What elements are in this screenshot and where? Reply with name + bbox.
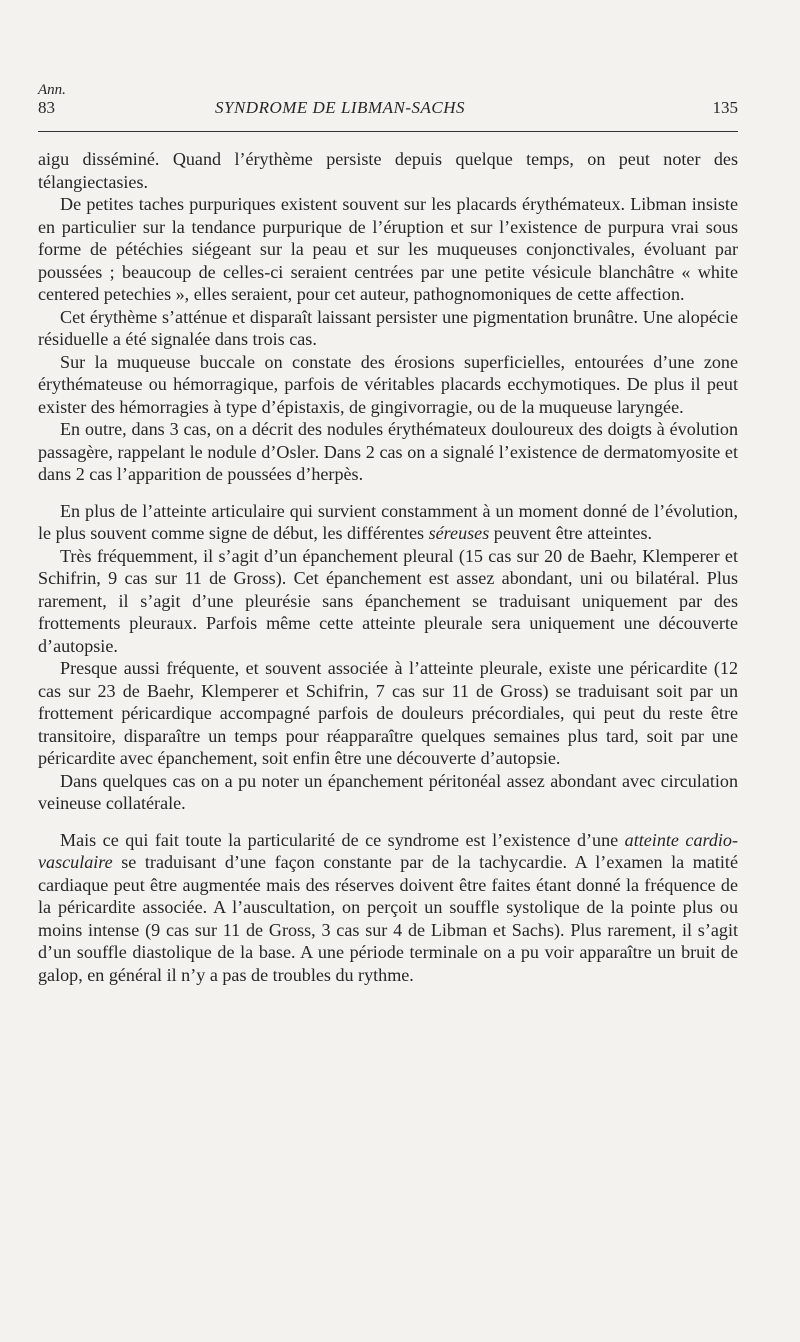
paragraph: De petites taches purpuriques existent souvent sur les placards érythémateux. Libman insiste en particulier sur la tendance purpurique de l’éruption et sur l’existence de purpura vrai sous forme de pétéchies siégeant sur la peau et sur les muqueuses conjonctivales, évoluant par poussées ; beaucoup de celles-ci seraient centrées par une petite vésicule blanchâtre « white centered petechies », elles seraient, pour cet auteur, pathognomoniques de cette affection. (38, 194, 738, 304)
paragraph-text: peuvent être atteintes. (489, 523, 653, 543)
body-text (38, 148, 738, 986)
paragraph-text: se traduisant d’une façon constante par de la tachycardie. A l’examen la matité cardiaque peut être augmentée mais des réserves doivent être faites étant donné la fréquence de la péricardite associée. A l’auscultation, on perçoit un souffle systolique de la pointe plus ou moins intense (9 cas sur 11 de Gross, 3 cas sur 4 de Libman et Sachs). Plus rarement, il s’agit d’un souffle diastolique de la base. A une période terminale on a pu voir apparaître un bruit de galop, en général il n’y a pas de troubles du rythme. (38, 852, 738, 985)
paragraph: Sur la muqueuse buccale on constate des érosions superficielles, entourées d’une zone érythémateuse ou hémorragique, parfois de véritables placards ecchymotiques. De plus il peut exister des hémorragies à type d’épistaxis, de gingivorragie, ou de la muqueuse laryngée. (38, 351, 738, 417)
paragraph: Très fréquemment, il s’agit d’un épanchement pleural (15 cas sur 20 de Baehr, Klemperer et Schifrin, 9 cas sur 11 de Gross). Cet épanchement est assez abondant, uni ou bilatéral. Plus rarement, il s’agit d’une pleurésie sans épanchement se traduisant uniquement par des frottements pleuraux. Parfois même cette atteinte pleurale sera uniquement une découverte d’autopsie. (38, 545, 738, 656)
paragraph-text: En plus de l’atteinte articulaire qui survient constamment à un moment donné de l’évolution, le plus souvent comme signe de début, les différentes (38, 500, 738, 543)
running-title: SYNDROME DE LIBMAN-SACHS (215, 98, 465, 117)
paragraph-text: Mais ce qui fait toute la particularité de ce syndrome est l’existence d’une (60, 829, 619, 850)
paragraph: Presque aussi fréquente, et souvent associée à l’atteinte pleurale, existe une péricardite (12 cas sur 23 de Baehr, Klemperer et Schifrin, 7 cas sur 11 de Gross) se traduisant soit par un frottement péricardique accompagné parfois de douleurs précordiales, qui peut du reste être transitoire, disparaître un temps pour réapparaître quelques semaines plus tard, soit par une péricardite avec épanchement, soit enfin être une découverte d’autopsie. (38, 658, 738, 768)
folio-number: 83 (38, 98, 55, 117)
emphasis-text: séreuses (428, 523, 490, 543)
paragraph: Cet érythème s’atténue et disparaît laissant persister une pigmentation brunâtre. Une alopécie résiduelle a été signalée dans trois cas. (38, 306, 738, 349)
paragraph: En outre, dans 3 cas, on a décrit des nodules érythémateux douloureux des doigts à évolution passagère, rappelant le nodule d’Osler. Dans 2 cas on a signalé l’existence de dermatomyosite et dans 2 cas l’apparition de poussées d’herpès. (38, 419, 738, 484)
header-rule (38, 131, 738, 132)
page-number: 135 (712, 98, 738, 117)
paragraph: Dans quelques cas on a pu noter un épanchement péritonéal assez abondant avec circulation veineuse collatérale. (38, 770, 738, 813)
paragraph: aigu disséminé. Quand l’érythème persiste depuis quelque temps, on peut noter des télangiectasies. (38, 149, 738, 192)
paragraph (38, 500, 738, 545)
paragraph (38, 829, 738, 987)
emphasis-text: atteinte cardio-vasculaire (38, 829, 739, 872)
header-note: Ann. (38, 82, 66, 98)
